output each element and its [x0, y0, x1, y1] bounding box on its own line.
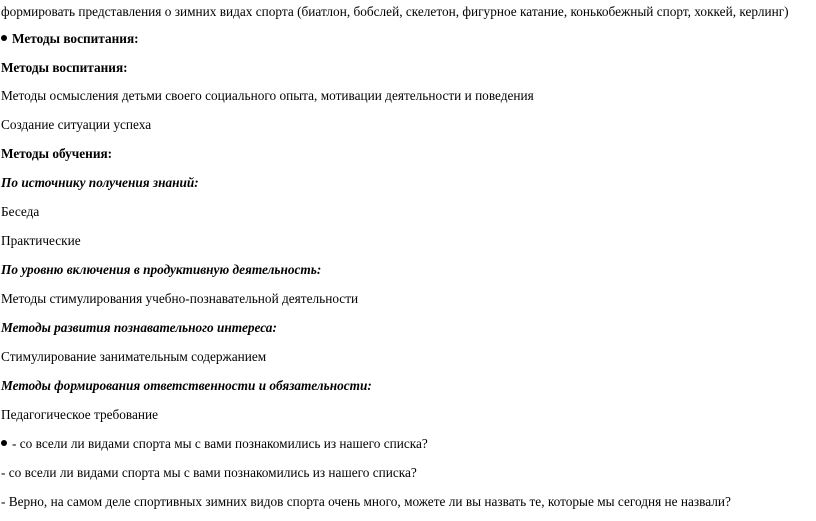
heading-upbringing-bulleted-text: Методы воспитания: — [12, 31, 139, 46]
paragraph-practical — [1, 233, 81, 249]
question-sports-bulleted-text: - со всели ли видами спорта мы с вами познакомились из нашего списка? — [12, 436, 428, 451]
paragraph-entertaining-content-text: Стимулирование занимательным содержанием — [1, 349, 267, 364]
paragraph-conversation — [1, 204, 39, 220]
bullet-icon — [1, 440, 7, 446]
heading-upbringing-bulleted — [1, 31, 139, 47]
question-name-others — [1, 494, 731, 510]
heading-teaching-methods-text: Методы обучения: — [1, 146, 113, 161]
question-sports — [1, 465, 417, 481]
paragraph-stimulation-methods-text: Методы стимулирования учебно-познавательной деятельности — [1, 291, 359, 306]
paragraph-success-situation — [1, 117, 151, 133]
paragraph-intro-text: формировать представления о зимних видах спорта (биатлон, бобслей, скелетон, фигурное катание, конькобежный спорт, хоккей, керлинг) — [1, 4, 789, 19]
subheading-knowledge-source — [1, 175, 199, 191]
paragraph-intro — [1, 4, 789, 20]
bullet-icon — [1, 35, 7, 41]
question-name-others-text: - Верно, на самом деле спортивных зимних видов спорта очень много, можете ли вы назвать те, которые мы сегодня не назвали? — [1, 494, 731, 509]
paragraph-entertaining-content — [1, 349, 266, 365]
heading-teaching-methods — [1, 146, 112, 162]
paragraph-conversation-text: Беседа — [1, 204, 40, 219]
heading-upbringing-text: Методы воспитания: — [1, 60, 128, 75]
question-sports-text: - со всели ли видами спорта мы с вами познакомились из нашего списка? — [1, 465, 417, 480]
paragraph-reflection-methods-text: Методы осмысления детьми своего социального опыта, мотивации деятельности и поведения — [1, 88, 534, 103]
paragraph-stimulation-methods — [1, 291, 358, 307]
heading-upbringing — [1, 60, 128, 76]
subheading-knowledge-source-text: По источнику получения знаний: — [1, 175, 199, 190]
paragraph-pedagogical-requirement — [1, 407, 158, 423]
paragraph-reflection-methods — [1, 88, 534, 104]
paragraph-pedagogical-requirement-text: Педагогическое требование — [1, 407, 159, 422]
subheading-productive-activity — [1, 262, 321, 278]
subheading-responsibility — [1, 378, 372, 394]
paragraph-practical-text: Практические — [1, 233, 81, 248]
question-sports-bulleted — [1, 436, 428, 452]
subheading-cognitive-interest — [1, 320, 277, 336]
subheading-responsibility-text: Методы формирования ответственности и обязательности: — [1, 378, 372, 393]
subheading-productive-activity-text: По уровню включения в продуктивную деятельность: — [1, 262, 322, 277]
paragraph-success-situation-text: Создание ситуации успеха — [1, 117, 152, 132]
subheading-cognitive-interest-text: Методы развития познавательного интереса: — [1, 320, 277, 335]
